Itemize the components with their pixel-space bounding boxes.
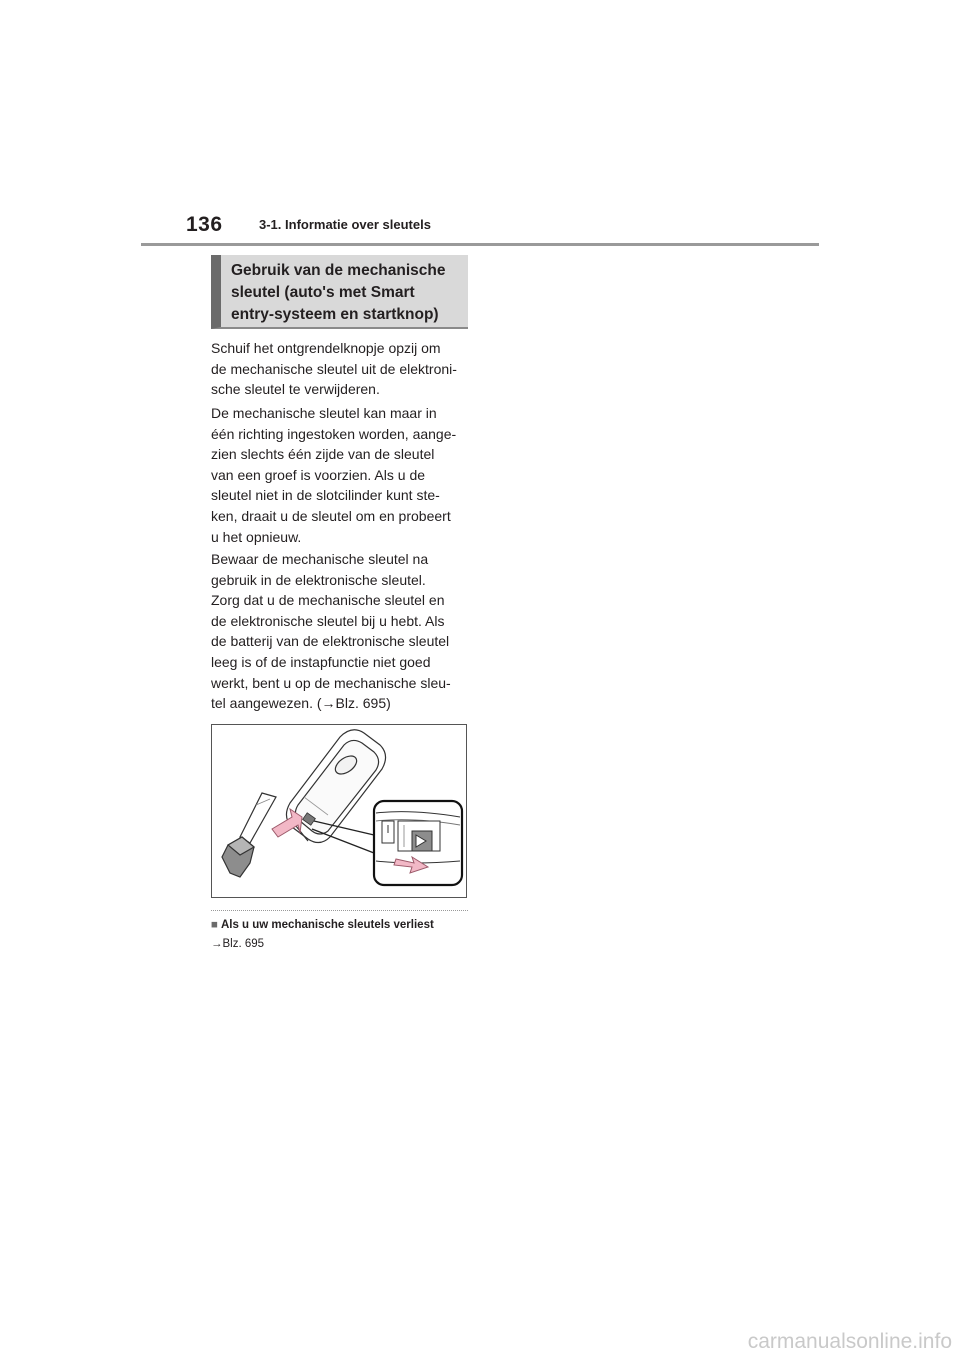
watermark: carmanualsonline.info (747, 1330, 952, 1353)
key-illustration-drawing (212, 725, 466, 897)
note-title (211, 917, 434, 933)
paragraph-3: Bewaar de mechanische sleutel na gebruik in de elektronische sleutel. Zorg dat u de mechanische sleutel en de elektronische sleutel bij u hebt. Als de batterij van de elektronische sleutel leeg is of de instapfunctie niet goed werkt, bent u op de mechanische sleu- tel aangewezen. (→Blz. 695) (211, 551, 451, 712)
mechanical-key (222, 793, 276, 877)
key-illustration (211, 724, 467, 898)
paragraph-1: Schuif het ontgrendelknopje opzij om de mechanische sleutel uit de elektroni- sche sleutel te verwijderen. (211, 340, 457, 398)
note-title-text: Als u uw mechanische sleutels verliest (220, 919, 434, 931)
note-page-reference[interactable]: →Blz. 695 (211, 938, 265, 950)
header-rule (141, 243, 819, 246)
square-bullet-icon: ■ (211, 919, 218, 931)
heading-text: Gebruik van de mechanische sleutel (auto's met Smart entry-systeem en startknop) (231, 262, 446, 323)
paragraph-2: De mechanische sleutel kan maar in één richting ingestoken worden, aange- zien slechts één zijde van de sleutel van een groef is voorzien. Als u de sleutel niet in de slotcilinder kunt ste- ken, draait u de sleutel om en probeert u het opnieuw. (211, 405, 457, 545)
page-number: 136 (186, 213, 223, 236)
heading-box (211, 255, 468, 329)
note-divider (211, 910, 468, 911)
section-label: 3-1. Informatie over sleutels (259, 217, 431, 232)
